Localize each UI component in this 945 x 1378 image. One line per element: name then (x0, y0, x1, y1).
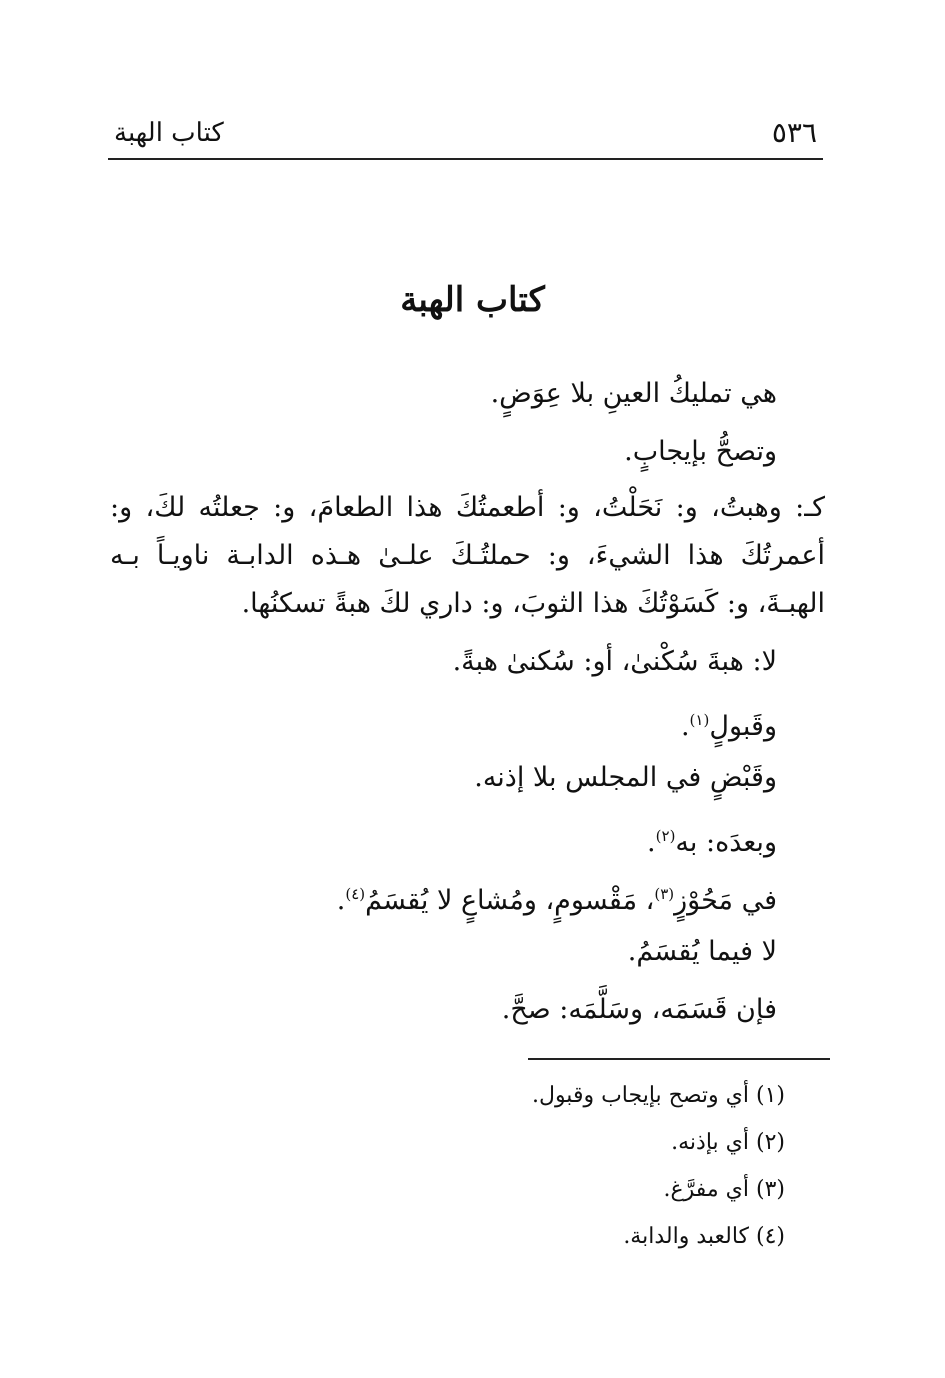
footnote-ref-2: (٢) (655, 827, 676, 845)
body-text (110, 368, 825, 1042)
footnote-1: (١) أي وتصح بإيجاب وقبول. (531, 1083, 785, 1108)
running-header-title: كتاب الهبة (114, 118, 224, 148)
footnote-ref-1: (١) (689, 711, 710, 729)
running-header (108, 108, 823, 160)
footnote-4: (٤) كالعبد والدابة. (623, 1224, 785, 1249)
qabd-line: وقَبْضٍ في المجلس بلا إذنه. (474, 762, 777, 793)
mahwuz-dot: . (336, 885, 346, 916)
divide-line: فإن قَسَمَه، وسَلَّمَه: صحَّ. (501, 994, 777, 1025)
ijab-line: وتصحُّ بإيجابٍ. (624, 436, 777, 467)
baadah-text: وبعدَه: به (675, 827, 777, 858)
qabul-text: وقَبولٍ (709, 711, 777, 742)
baadah-line (110, 810, 825, 868)
footnotes (532, 1076, 785, 1264)
footnote-ref-4: (٤) (345, 885, 366, 903)
footnote-separator (528, 1058, 830, 1060)
page-number: ٥٣٦ (771, 116, 817, 149)
mahwuz-text: في مَحُوْزٍ (674, 885, 777, 916)
not-divisible-line: لا فيما يُقسَمُ. (627, 936, 777, 967)
definition-line: هي تمليكُ العينِ بلا عِوَضٍ. (490, 378, 777, 409)
chapter-title: كتاب الهبة (400, 280, 545, 320)
not-line: لا: هبةَ سُكْنىٰ، أو: سُكنىٰ هبةً. (452, 646, 777, 677)
qabul-line (110, 694, 825, 752)
footnote-3: (٣) أي مفرَّغ. (663, 1177, 785, 1202)
qabul-dot: . (680, 711, 690, 742)
baadah-dot: . (647, 827, 656, 858)
footnote-ref-3: (٣) (654, 885, 675, 903)
mahwuz-rest: ، مَقْسومٍ، ومُشاعٍ لا يُقسَمُ (365, 885, 655, 916)
mahwuz-line (110, 868, 825, 926)
examples-paragraph: كـ: وهبتُ، و: نَحَلْتُ، و: أطعمتُكَ هذا الطعامَ، و: جعلتُه لكَ، و: أعمرتُكَ هذا الشيءَ، و: حملتُـكَ علـىٰ هـذه الدابـة ناويـاً بـه الهبـةَ، و: كَسَوْتُكَ هذا الثوبَ، و: داري لكَ هبةً تسكنُها. (110, 492, 825, 619)
footnote-2: (٢) أي بإذنه. (671, 1130, 785, 1155)
